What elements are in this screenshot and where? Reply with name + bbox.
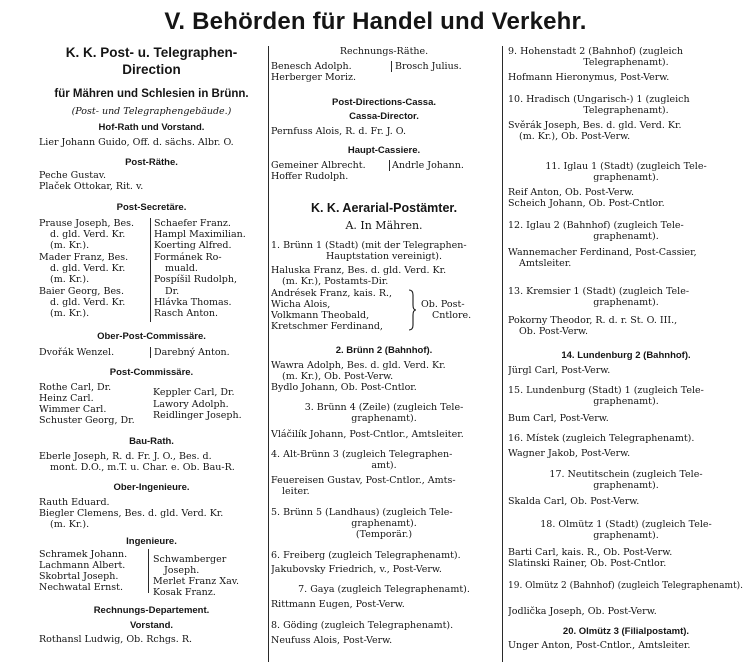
ing-left: Lachmann Albert. <box>39 560 126 571</box>
left-line: d. gld. Verd. Kr. <box>50 229 126 240</box>
cntlor-name: Wicha Alois, <box>271 299 331 310</box>
entry-reif: Reif Anton, Ob. Post-Verw. <box>508 187 635 198</box>
pc-left: Wimmer Carl. <box>39 404 107 415</box>
office-17-note: graphenamt). <box>593 480 659 491</box>
office-18-olmuetz: 18. Olmütz 1 (Stadt) (zugleich Tele- <box>540 519 712 530</box>
left-line: (m. Kr.). <box>50 274 90 285</box>
office-7-gaya: 7. Gaya (zugleich Telegraphenamt). <box>298 584 470 595</box>
ingenieure-divider <box>148 549 149 593</box>
direction-location-note: (Post- und Telegraphengebäude.) <box>71 106 232 117</box>
entry-benesch: Benesch Adolph. <box>271 61 352 72</box>
office-5-brunn: 5. Brünn 5 (Landhaus) (zugleich Tele- <box>271 507 453 518</box>
entry-pokorny-2: Ob. Post-Verw. <box>519 326 589 337</box>
pc-left: Heinz Carl. <box>39 393 94 404</box>
right-line: Koerting Alfred. <box>154 240 232 251</box>
entry-lier: Lier Johann Guido, Off. d. sächs. Albr. O. <box>39 137 234 148</box>
cntlor-title: Ob. Post- <box>421 299 465 310</box>
right-line: Hlávka Thomas. <box>154 297 232 308</box>
office-5-temporary: (Temporär.) <box>355 529 413 540</box>
left-line: Baier Georg, Bes. <box>39 286 124 297</box>
left-line: d. gld. Verd. Kr. <box>50 297 126 308</box>
ing-right: Kosak Franz. <box>153 587 216 598</box>
in-maehren-heading: A. In Mähren. <box>345 220 423 231</box>
left-line: Mader Franz, Bes. <box>39 252 129 263</box>
office-14-lundenburg: 14. Lundenburg 2 (Bahnhof). <box>561 350 691 361</box>
cntlor-name: Volkmann Theobald, <box>271 310 370 321</box>
office-4-altbrunn: 4. Alt-Brünn 3 (zugleich Telegraphen- <box>271 449 453 460</box>
cntlor-title: Cntlore. <box>432 310 472 321</box>
office-15-note: graphenamt). <box>593 396 659 407</box>
office-17-neutitschein: 17. Neutitschein (zugleich Tele- <box>549 469 703 480</box>
entry-sverak-1: Svěrák Joseph, Bes. d. gld. Verd. Kr. <box>508 120 682 131</box>
entry-sverak-2: (m. Kr.), Ob. Post-Verw. <box>519 131 631 142</box>
left-line: (m. Kr.). <box>50 240 90 251</box>
entry-vlacilik: Vláčilík Johann, Post-Cntlor., Amtsleiter. <box>271 429 464 440</box>
right-line: muald. <box>165 263 198 274</box>
cassiere-divider <box>389 160 390 171</box>
right-line: Rasch Anton. <box>154 308 219 319</box>
entry-barti: Barti Carl, kais. R., Ob. Post-Verw. <box>508 547 673 558</box>
column-postaemter-continued <box>508 44 744 664</box>
entry-haluska-1: Haluska Franz, Bes. d. gld. Verd. Kr. <box>271 265 447 276</box>
direction-heading-line2: Direction <box>122 62 181 77</box>
cassa-director-heading: Cassa-Director. <box>349 111 419 122</box>
entry-wawra-1: Wawra Adolph, Bes. d. gld. Verd. Kr. <box>271 360 446 371</box>
entry-herberger: Herberger Moriz. <box>271 72 357 83</box>
rechnungsraethe-heading: Rechnungs-Räthe. <box>339 46 429 57</box>
pc-left: Rothe Carl, Dr. <box>39 382 112 393</box>
office-18-note: graphenamt). <box>593 530 659 541</box>
office-5-brunn-note: graphenamt). <box>351 518 417 529</box>
oberingenieure-heading: Ober-Ingenieure. <box>113 482 190 493</box>
entry-rothansl: Rothansl Ludwig, Ob. Rchgs. R. <box>39 634 192 645</box>
column-post-direction <box>39 44 264 664</box>
entry-biegler-2: (m. Kr.). <box>50 519 90 530</box>
ing-right: Joseph. <box>164 565 200 576</box>
entry-wawra-2: (m. Kr.), Ob. Post-Verw. <box>282 371 394 382</box>
entry-gemeiner: Gemeiner Albrecht. <box>271 160 366 171</box>
aerarial-postaemter-heading: K. K. Aerarial-Postämter. <box>310 201 458 215</box>
entry-feuereisen-1: Feuereisen Gustav, Post-Cntlor., Amts- <box>271 475 456 486</box>
right-line: Hampl Maximilian. <box>154 229 246 240</box>
pc-left: Schuster Georg, Dr. <box>39 415 135 426</box>
curly-brace <box>407 289 417 331</box>
cntlor-name: Kretschmer Ferdinand, <box>271 321 383 332</box>
postraethe-heading: Post-Räthe. <box>125 157 178 168</box>
ing-left: Schramek Johann. <box>39 549 128 560</box>
ing-left: Nechwatal Ernst. <box>39 582 124 593</box>
entry-andrle: Andrle Johann. <box>392 160 464 171</box>
office-11-note: graphenamt). <box>593 172 659 183</box>
entry-haluska-2: (m. Kr.), Postamts-Dir. <box>282 276 389 287</box>
office-13-kremsier: 13. Kremsier 1 (Stadt) (zugleich Tele- <box>508 286 690 297</box>
oberpostcommissaere-heading: Ober-Post-Commissäre. <box>97 331 206 342</box>
entry-pokorny-1: Pokorny Theodor, R. d. r. St. O. III., <box>508 315 678 326</box>
direction-heading-line1: K. K. Post- u. Telegraphen- <box>65 45 238 60</box>
left-line: Prause Joseph, Bes. <box>39 218 134 229</box>
entry-hofmann: Hofmann Hieronymus, Post-Verw. <box>508 72 670 83</box>
ing-right: Schwamberger <box>153 554 227 565</box>
hofrath-heading: Hof-Rath und Vorstand. <box>98 122 205 133</box>
postsecretaere-heading: Post-Secretäre. <box>116 202 187 213</box>
office-12-note: graphenamt). <box>593 231 659 242</box>
office-10-note: Telegraphenamt). <box>583 105 669 116</box>
office-9-note: Telegraphenamt). <box>583 57 669 68</box>
entry-bum: Bum Carl, Post-Verw. <box>508 413 609 424</box>
office-1-brunn: 1. Brünn 1 (Stadt) (mit der Telegraphen- <box>271 240 467 251</box>
entry-hoffer: Hoffer Rudolph. <box>271 171 349 182</box>
office-9-hohenstadt: 9. Hohenstadt 2 (Bahnhof) (zugleich <box>508 46 684 57</box>
pc-right: Lawory Adolph. <box>153 399 229 410</box>
office-19-olmuetz: 19. Olmütz 2 (Bahnhof) (zugleich Telegraphenamt). <box>508 581 743 591</box>
entry-unger: Unger Anton, Post-Cntlor., Amtsleiter. <box>508 640 691 651</box>
office-11-iglau: 11. Iglau 1 (Stadt) (zugleich Tele- <box>545 161 707 172</box>
office-6-freiberg: 6. Freiberg (zugleich Telegraphenamt). <box>271 550 461 561</box>
vorstand-heading: Vorstand. <box>129 620 174 631</box>
right-line: Dr. <box>165 286 180 297</box>
entry-eberle-1: Eberle Joseph, R. d. Fr. J. O., Bes. d. <box>39 451 212 462</box>
commissar-divider <box>150 347 151 358</box>
office-16-mistek: 16. Místek (zugleich Telegraphenamt). <box>508 433 695 444</box>
left-line: d. gld. Verd. Kr. <box>50 263 126 274</box>
entry-darebny: Darebný Anton. <box>154 347 230 358</box>
entry-jodlicka: Jodlička Joseph, Ob. Post-Verw. <box>508 606 657 617</box>
column-rule-left <box>268 46 269 662</box>
right-line: Formánek Ro- <box>154 252 222 263</box>
entry-eberle-2: mont. D.O., m.T. u. Char. e. Ob. Bau-R. <box>50 462 235 473</box>
office-20-olmuetz: 20. Olmütz 3 (Filialpostamt). <box>562 626 690 637</box>
office-3-brunn: 3. Brünn 4 (Zeile) (zugleich Tele- <box>304 402 464 413</box>
rechnungsdepartement-heading: Rechnungs-Departement. <box>93 605 210 616</box>
office-8-goeding: 8. Göding (zugleich Telegraphenamt). <box>271 620 454 631</box>
entry-skalda: Skalda Carl, Ob. Post-Verw. <box>508 496 640 507</box>
office-3-brunn-note: graphenamt). <box>351 413 417 424</box>
haupt-cassiere-heading: Haupt-Cassiere. <box>347 145 421 156</box>
ing-right: Merlet Franz Xav. <box>153 576 240 587</box>
entry-dvorak: Dvořák Wenzel. <box>39 347 115 358</box>
column-aerarial-postaemter <box>271 44 497 664</box>
entry-neufuss: Neufuss Alois, Post-Verw. <box>271 635 393 646</box>
entry-rittmann: Rittmann Eugen, Post-Verw. <box>271 599 405 610</box>
secretary-divider <box>150 218 151 322</box>
entry-brosch: Brosch Julius. <box>395 61 462 72</box>
office-4-altbrunn-note: amt). <box>371 460 397 471</box>
office-15-lundenburg: 15. Lundenburg (Stadt) 1 (zugleich Tele- <box>508 385 704 396</box>
office-10-hradisch: 10. Hradisch (Ungarisch-) 1 (zugleich <box>508 94 690 105</box>
page-title: V. Behörden für Handel und Verkehr. <box>164 8 587 35</box>
entry-wannemacher-2: Amtsleiter. <box>519 258 572 269</box>
direction-subheading: für Mähren und Schlesien in Brünn. <box>54 88 249 100</box>
entry-rauth: Rauth Eduard. <box>39 497 110 508</box>
pc-right: Reidlinger Joseph. <box>153 410 242 421</box>
left-line: (m. Kr.). <box>50 308 90 319</box>
entry-peche: Peche Gustav. <box>39 170 106 181</box>
pc-right: Keppler Carl, Dr. <box>153 387 235 398</box>
entry-slatinski: Slatinski Rainer, Ob. Post-Cntlor. <box>508 558 667 569</box>
column-rule-right <box>502 46 503 662</box>
entry-feuereisen-2: leiter. <box>282 486 310 497</box>
entry-jakubovsky: Jakubovsky Friedrich, v., Post-Verw. <box>271 564 442 575</box>
rechnung-divider <box>391 61 392 72</box>
entry-pernfuss: Pernfuss Alois, R. d. Fr. J. O. <box>271 126 407 137</box>
right-line: Pospíšil Rudolph, <box>154 274 238 285</box>
office-12-iglau: 12. Iglau 2 (Bahnhof) (zugleich Tele- <box>508 220 684 231</box>
office-13-note: graphenamt). <box>593 297 659 308</box>
postcommissaere-heading: Post-Commissäre. <box>109 367 194 378</box>
entry-scheich: Scheich Johann, Ob. Post-Cntlor. <box>508 198 665 209</box>
entry-wagner: Wagner Jakob, Post-Verw. <box>508 448 631 459</box>
entry-jurgl: Jürgl Carl, Post-Verw. <box>508 365 611 376</box>
entry-biegler-1: Biegler Clemens, Bes. d. gld. Verd. Kr. <box>39 508 224 519</box>
cntlor-name: Andrések Franz, kais. R., <box>271 288 393 299</box>
post-directions-cassa-heading: Post-Directions-Cassa. <box>331 97 436 108</box>
office-1-brunn-note: Hauptstation vereinigt). <box>325 251 442 262</box>
entry-placek: Plaček Ottokar, Rit. v. <box>39 181 144 192</box>
right-line: Schaefer Franz. <box>154 218 231 229</box>
office-2-brunn: 2. Brünn 2 (Bahnhof). <box>335 345 433 356</box>
entry-bydlo: Bydlo Johann, Ob. Post-Cntlor. <box>271 382 417 393</box>
entry-wannemacher-1: Wannemacher Ferdinand, Post-Cassier, <box>508 247 697 258</box>
ing-left: Skobrtal Joseph. <box>39 571 119 582</box>
baurath-heading: Bau-Rath. <box>129 436 174 447</box>
ingenieure-heading: Ingenieure. <box>126 536 177 547</box>
